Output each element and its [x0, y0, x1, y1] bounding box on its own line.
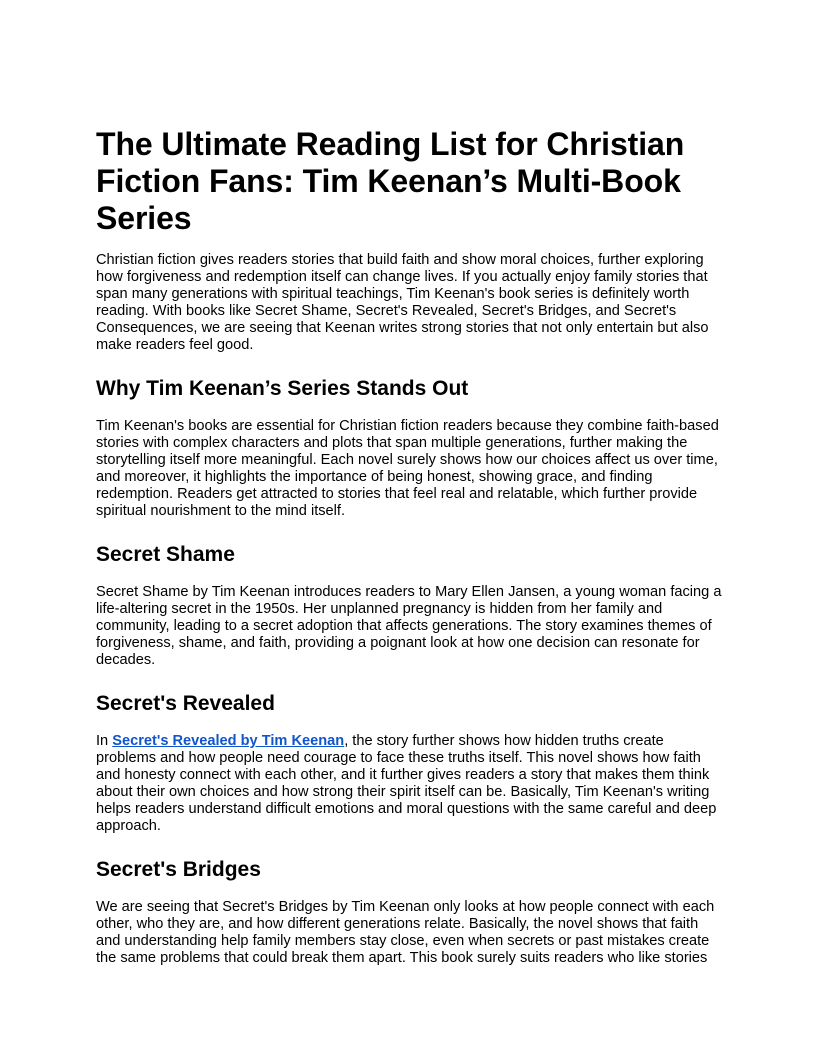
- section-heading-why: Why Tim Keenan’s Series Stands Out: [96, 377, 469, 400]
- secret-shame-paragraph: Secret Shame by Tim Keenan introduces readers to Mary Ellen Jansen, a young woman facing a life-altering secret in the 1950s. Her unplanned pregnancy is hidden from her family and community, leading to a secret adoption that affects generations. The story examines themes of forgiveness, shame, and faith, providing a poignant look at how one decision can resonate for decades.: [96, 584, 722, 668]
- document-page: [96, 126, 726, 989]
- section-heading-secrets-bridges: Secret's Bridges: [96, 858, 261, 881]
- page-title: The Ultimate Reading List for Christian Fiction Fans: Tim Keenan’s Multi-Book Series: [96, 126, 685, 236]
- secrets-bridges-paragraph: We are seeing that Secret's Bridges by Tim Keenan only looks at how people connect with each other, who they are, and how different generations relate. Basically, the novel shows that faith and understanding help family members stay close, even when secrets or past mistakes create the same problems that could break them apart. This book surely suits readers who like stories: [96, 899, 715, 966]
- intro-paragraph: Christian fiction gives readers stories that build faith and show moral choices, further exploring how forgiveness and redemption itself can change lives. If you actually enjoy family stories that span many generations with spiritual teachings, Tim Keenan's book series is definitely worth reading. With books like Secret Shame, Secret's Revealed, Secret's Bridges, and Secret's Consequences, we are seeing that Keenan writes strong stories that not only entertain but also make readers feel good.: [96, 252, 709, 353]
- why-paragraph: Tim Keenan's books are essential for Christian fiction readers because they combine faith-based stories with complex characters and plots that span multiple generations, further making the storytelling itself more meaningful. Each novel surely shows how our choices affect us over time, and moreover, it highlights the importance of being honest, showing grace, and finding redemption. Readers get attracted to stories that feel real and relatable, which further provide spiritual nourishment to the mind itself.: [96, 418, 719, 519]
- section-heading-secrets-revealed: Secret's Revealed: [96, 692, 275, 715]
- secrets-revealed-link[interactable]: Secret's Revealed by Tim Keenan: [112, 733, 345, 749]
- revealed-suffix: , the story further shows how hidden truths create problems and how people need courage to face these truths itself. This novel shows how faith and honesty connect with each other, and it further gives readers a story that makes them think about their own choices and how strong their spirit itself can be. Basically, Tim Keenan's writing helps readers understand difficult emotions and moral questions with the same careful and deep approach.: [96, 733, 717, 834]
- secrets-revealed-paragraph: [96, 733, 726, 835]
- revealed-prefix: In: [96, 733, 113, 749]
- section-heading-secret-shame: Secret Shame: [96, 543, 235, 566]
